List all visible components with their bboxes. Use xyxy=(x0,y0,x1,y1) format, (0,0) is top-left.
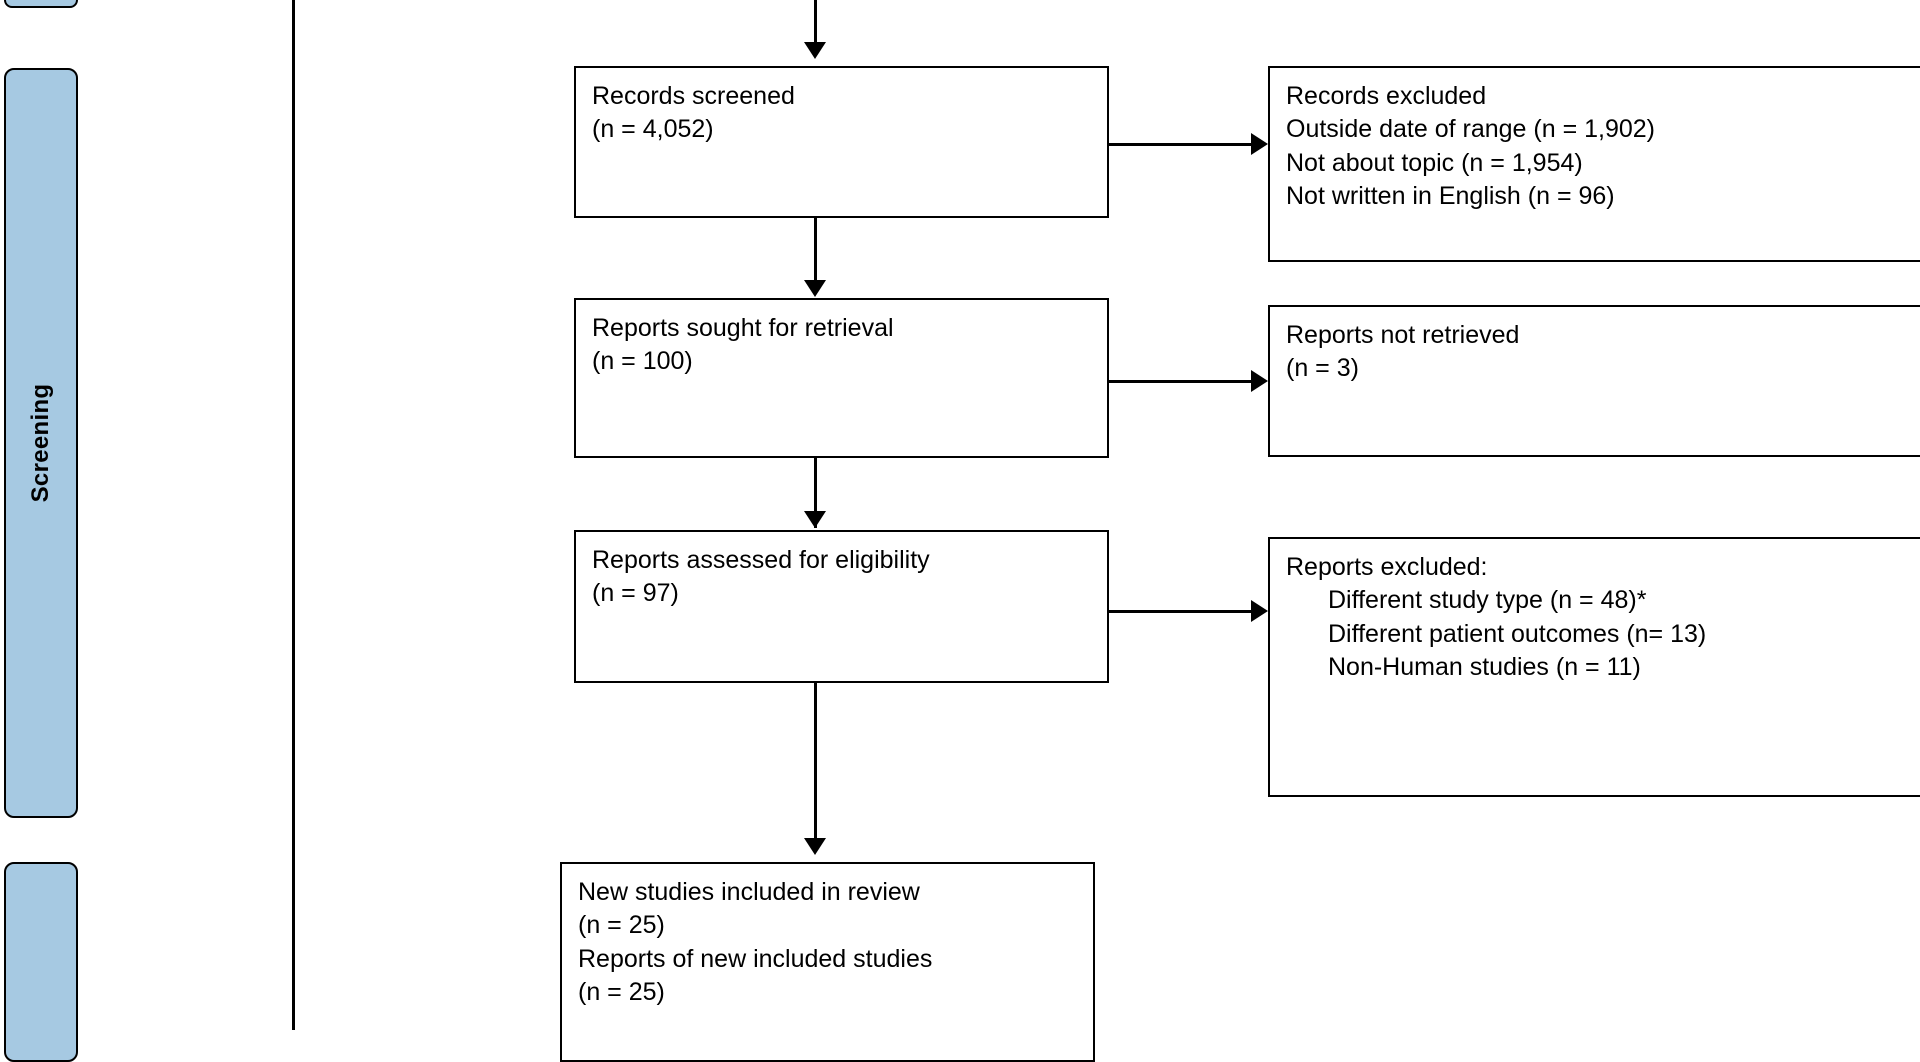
connector-screened-to-sought xyxy=(814,218,817,280)
box-records-screened xyxy=(574,66,1109,218)
box-line: (n = 25) xyxy=(578,977,665,1006)
box-line: Reports sought for retrieval xyxy=(592,314,894,342)
box-line: New studies included in review xyxy=(578,878,920,906)
box-line: Different patient outcomes (n= 13) xyxy=(1328,619,1707,648)
box-line: (n = 4,052) xyxy=(592,115,714,144)
arrow-screened-to-excluded xyxy=(1251,133,1268,155)
box-line: Not written in English (n = 96) xyxy=(1286,181,1615,210)
box-line: Reports not retrieved xyxy=(1286,321,1520,349)
box-records-excluded xyxy=(1268,66,1920,262)
stage-label-screening: Screening xyxy=(27,383,54,503)
box-line: Reports of new included studies xyxy=(578,944,933,973)
box-line: Records excluded xyxy=(1286,82,1487,110)
box-reports-sought-for-retrieval xyxy=(574,298,1109,458)
connector-sought-to-not-retrieved xyxy=(1109,380,1251,383)
stage-band-included xyxy=(4,862,78,1062)
arrow-identification-to-screened xyxy=(804,42,826,59)
arrow-assessed-to-included xyxy=(804,838,826,855)
box-line: Different study type (n = 48)* xyxy=(1328,586,1647,615)
box-line: (n = 97) xyxy=(592,579,679,608)
box-new-studies-included xyxy=(560,862,1095,1062)
box-reports-excluded xyxy=(1268,537,1920,797)
stage-column-divider xyxy=(292,0,295,1030)
box-line: Non-Human studies (n = 11) xyxy=(1328,652,1641,681)
box-line: Reports assessed for eligibility xyxy=(592,546,930,574)
box-line: (n = 25) xyxy=(578,911,665,940)
box-line: (n = 3) xyxy=(1286,354,1359,383)
stage-band-screening xyxy=(4,68,78,818)
connector-assessed-to-included xyxy=(814,683,817,851)
stage-band-identification xyxy=(4,0,78,8)
connector-screened-to-excluded xyxy=(1109,143,1251,146)
box-line: Reports excluded: xyxy=(1286,553,1488,581)
box-line: Not about topic (n = 1,954) xyxy=(1286,148,1583,177)
box-line: (n = 100) xyxy=(592,347,693,376)
box-line: Records screened xyxy=(592,82,795,110)
arrow-assessed-to-excluded xyxy=(1251,600,1268,622)
box-reports-assessed-for-eligibility xyxy=(574,530,1109,683)
arrow-screened-to-sought xyxy=(804,280,826,297)
arrow-sought-to-assessed xyxy=(804,511,826,528)
arrow-sought-to-not-retrieved xyxy=(1251,370,1268,392)
connector-assessed-to-excluded xyxy=(1109,610,1251,613)
connector-identification-to-screened xyxy=(814,0,817,42)
box-line: Outside date of range (n = 1,902) xyxy=(1286,115,1655,144)
box-reports-not-retrieved xyxy=(1268,305,1920,457)
